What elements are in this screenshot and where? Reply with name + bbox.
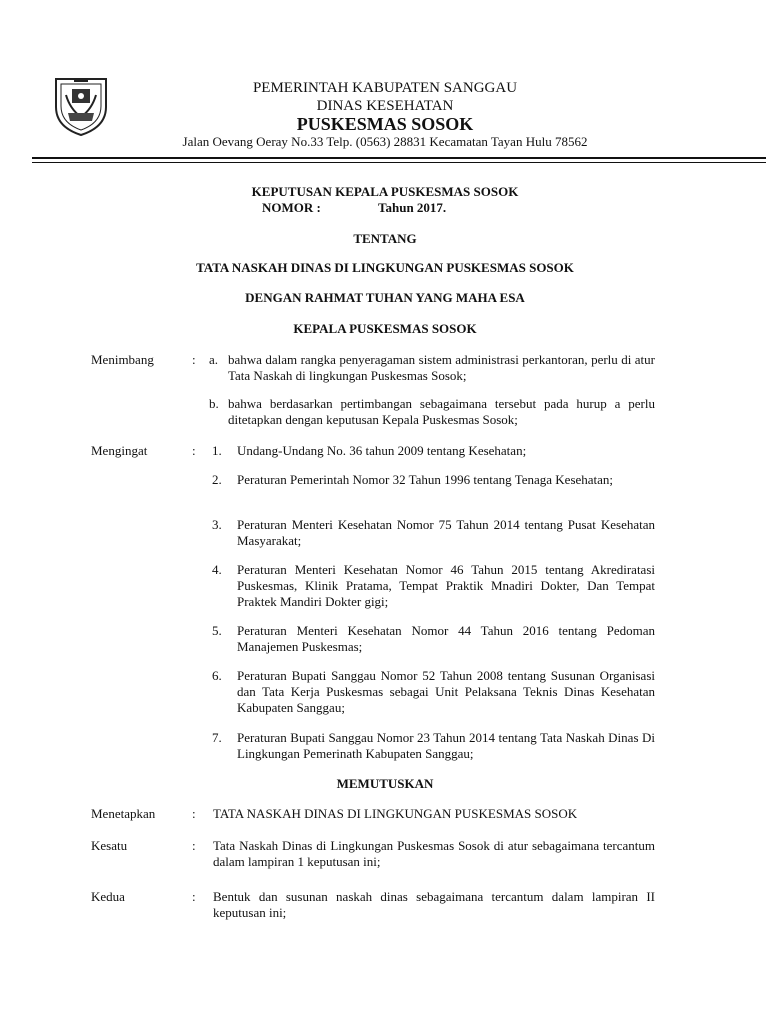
kedua-colon: : <box>192 889 196 904</box>
header-divider-thin <box>32 162 766 163</box>
mengingat-item-1: Undang-Undang No. 36 tahun 2009 tentang Kesehatan; <box>237 443 527 458</box>
menimbang-marker-b: b. <box>209 396 219 411</box>
mengingat-item-2: Peraturan Pemerintah Nomor 32 Tahun 1996 tentang Tenaga Kesehatan; <box>237 472 614 487</box>
mengingat-marker-7: 7. <box>212 730 222 745</box>
decree-number-label: NOMOR : <box>262 200 321 215</box>
mengingat-item-3: Peraturan Menteri Kesehatan Nomor 75 Tahun 2014 tentang Pusat Kesehatan Masyarakat; <box>237 517 655 548</box>
mengingat-marker-1: 1. <box>212 443 222 458</box>
kesatu-label: Kesatu <box>91 838 128 853</box>
kedua-text: Bentuk dan susunan naskah dinas sebagaimana tercantum dalam lampiran II keputusan ini; <box>213 889 655 920</box>
kesatu-colon: : <box>192 838 196 853</box>
decree-year: Tahun 2017. <box>378 200 447 215</box>
decree-subject: TATA NASKAH DINAS DI LINGKUNGAN PUSKESMAS SOSOK <box>196 260 574 275</box>
menetapkan-text: TATA NASKAH DINAS DI LINGKUNGAN PUSKESMAS SOSOK <box>213 806 578 821</box>
mengingat-marker-5: 5. <box>212 623 222 638</box>
menimbang-label: Menimbang <box>91 352 154 367</box>
mengingat-item-6: Peraturan Bupati Sanggau Nomor 52 Tahun 2008 tentang Susunan Organisasi dan Tata Kerja Puskesmas sebagai Unit Pelaksana Teknis Dinas Kesehatan Kabupaten Sanggau; <box>237 668 655 715</box>
decree-tentang: TENTANG <box>353 231 417 246</box>
mengingat-colon: : <box>192 443 196 458</box>
decree-title: KEPUTUSAN KEPALA PUSKESMAS SOSOK <box>251 184 519 199</box>
header-government: PEMERINTAH KABUPATEN SANGGAU <box>252 80 518 96</box>
mengingat-item-4: Peraturan Menteri Kesehatan Nomor 46 Tahun 2015 tentang Akrediratasi Puskesmas, Klinik Pratama, Tempat Praktik Mnadiri Dokter, Dan Tempat Praktek Mandiri Dokter gigi; <box>237 562 655 609</box>
decree-invocation: DENGAN RAHMAT TUHAN YANG MAHA ESA <box>245 290 525 305</box>
mengingat-item-7: Peraturan Bupati Sanggau Nomor 23 Tahun 2014 tentang Tata Naskah Dinas Di Lingkungan Pemerinath Kabupaten Sanggau; <box>237 730 655 761</box>
regency-crest-icon <box>52 73 110 137</box>
menimbang-item-a: bahwa dalam rangka penyeragaman sistem administrasi perkantoran, perlu di atur Tata Naskah di lingkungan Puskesmas Sosok; <box>228 352 655 383</box>
mengingat-marker-6: 6. <box>212 668 222 683</box>
kesatu-text: Tata Naskah Dinas di Lingkungan Puskesmas Sosok di atur sebagaimana tercantum dalam lampiran 1 keputusan ini; <box>213 838 655 869</box>
kedua-label: Kedua <box>91 889 125 904</box>
menimbang-item-b: bahwa berdasarkan pertimbangan sebagaimana tersebut pada hurup a perlu ditetapkan dengan keputusan Kepala Puskesmas Sosok; <box>228 396 655 427</box>
decree-issuer: KEPALA PUSKESMAS SOSOK <box>293 321 477 336</box>
mengingat-item-5: Peraturan Menteri Kesehatan Nomor 44 Tahun 2016 tentang Pedoman Manajemen Puskesmas; <box>237 623 655 654</box>
mengingat-marker-3: 3. <box>212 517 222 532</box>
memutuskan-heading: MEMUTUSKAN <box>336 776 434 791</box>
header-puskesmas: PUSKESMAS SOSOK <box>296 114 474 134</box>
header-department: DINAS KESEHATAN <box>316 98 454 114</box>
menimbang-marker-a: a. <box>209 352 219 367</box>
menetapkan-colon: : <box>192 806 196 821</box>
header-address: Jalan Oevang Oeray No.33 Telp. (0563) 28831 Kecamatan Tayan Hulu 78562 <box>182 134 588 149</box>
menetapkan-label: Menetapkan <box>91 806 156 821</box>
mengingat-label: Mengingat <box>91 443 148 458</box>
mengingat-marker-4: 4. <box>212 562 222 577</box>
mengingat-marker-2: 2. <box>212 472 222 487</box>
header-divider-thick <box>32 157 766 159</box>
menimbang-colon: : <box>192 352 196 367</box>
